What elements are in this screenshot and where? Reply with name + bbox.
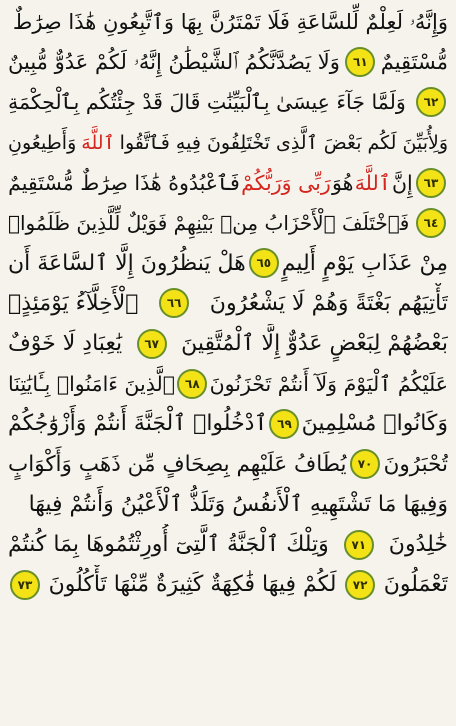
verse-text: وَكَانُوا۟ مُسْلِمِينَ (301, 411, 448, 437)
verse-text: وَلَمَّا جَآءَ عِيسَىٰ بِٱلْبَيِّنَٰتِ قَالَ قَدْ جِئْتُكُم بِٱلْحِكْمَةِ (8, 90, 406, 115)
verse-end-marker-icon: ٦٤ (416, 208, 446, 238)
verse-text: يُطَافُ عَلَيْهِم بِصِحَافٍ مِّن ذَهَبٍ وَأَكْوَابٍ (8, 451, 347, 477)
verse-text: فَٱعْبُدُوهُ هَٰذَا صِرَٰطٌ مُّسْتَقِيمٌ (8, 170, 240, 195)
divine-name-text: ٱللَّهَ (354, 170, 391, 195)
text-line (8, 283, 448, 323)
verse-text: لَكُمْ فِيهَا فَٰكِهَةٌ كَثِيرَةٌ مِّنْهَا تَأْكُلُونَ (48, 572, 337, 598)
text-line (8, 404, 448, 444)
verse-end-marker-icon: ٦٦ (159, 288, 189, 318)
verse-text: وَتِلْكَ ٱلْجَنَّةُ ٱلَّتِىٓ أُورِثْتُمُوهَا بِمَا كُنتُمْ (8, 532, 329, 558)
verse-end-marker-icon: ٧١ (344, 530, 374, 560)
divine-name-text: رَبِّى وَرَبُّكُمْ (241, 170, 331, 195)
verse-end-marker-icon: ٧٠ (350, 449, 380, 479)
verse-text: بَعْضُهُمْ لِبَعْضٍ عَدُوٌّ إِلَّا ٱلْمُتَّقِينَ (181, 331, 448, 357)
verse-text: وَإِنَّهُۥ لَعِلْمٌ لِّلسَّاعَةِ فَلَا تَمْتَرُنَّ بِهَا وَٱتَّبِعُونِ هَٰذَا صِرَٰطٌ (12, 9, 448, 34)
verse-end-marker-icon: ٧٣ (10, 570, 40, 600)
text-line (8, 364, 448, 404)
verse-text: تَأْتِيَهُم بَغْتَةً وَهُمْ لَا يَشْعُرُونَ (209, 290, 448, 316)
verse-text: إِنَّ (391, 170, 413, 195)
verse-text: وَأَطِيعُونِ (8, 131, 77, 154)
verse-text: وَلِأُبَيِّنَ لَكُم بَعْضَ ٱلَّذِى تَخْتَلِفُونَ فِيهِ فَٱتَّقُوا (119, 131, 448, 154)
verse-text: فَٱخْتَلَفَ ٱلْأَحْزَابُ مِنۢ بَيْنِهِمْ فَوَيْلٌ لِّلَّذِينَ ظَلَمُوا۟ (8, 211, 410, 236)
verse-text: مِنْ عَذَابِ يَوْمٍ أَلِيمٍ (281, 250, 448, 276)
verse-end-marker-icon: ٧٢ (345, 570, 375, 600)
verse-text: وَلَا يَصُدَّنَّكُمُ ٱلشَّيْطَٰنُ إِنَّهُۥ لَكُمْ عَدُوٌّ مُّبِينٌ (8, 49, 340, 74)
verse-text: يَٰعِبَادِ لَا خَوْفٌ (8, 331, 123, 357)
text-line (8, 163, 448, 203)
text-line (8, 324, 448, 364)
verse-text: ٱدْخُلُوا۟ ٱلْجَنَّةَ أَنتُمْ وَأَزْوَٰجُكُمْ (8, 411, 268, 437)
verse-text: خَٰلِدُونَ (388, 532, 448, 558)
verse-text: هُوَ (332, 170, 354, 195)
verse-text: ٱلْأَخِلَّآءُ يَوْمَئِذٍۭ (8, 290, 139, 316)
verse-text: ٱلَّذِينَ ءَامَنُوا۟ بِـَٔايَٰتِنَا (8, 371, 176, 396)
verse-text: وَفِيهَا مَا تَشْتَهِيهِ ٱلْأَنفُسُ وَتَلَذُّ ٱلْأَعْيُنُ وَأَنتُمْ فِيهَا (28, 491, 448, 517)
verse-end-marker-icon: ٦٩ (269, 409, 299, 439)
verse-text: تُحْبَرُونَ (383, 451, 448, 477)
text-line (8, 243, 448, 283)
verse-text: هَلْ يَنظُرُونَ إِلَّا ٱلسَّاعَةَ أَن (8, 250, 246, 276)
text-line (8, 203, 448, 243)
divine-name-text: ٱللَّهَ (81, 131, 115, 154)
verse-end-marker-icon: ٦١ (345, 47, 375, 77)
text-line (8, 82, 448, 122)
verse-text: عَلَيْكُمُ ٱلْيَوْمَ وَلَآ أَنتُمْ تَحْزَنُونَ (209, 371, 448, 396)
verse-text: تَعْمَلُونَ (383, 572, 448, 598)
text-line (8, 2, 448, 42)
verse-end-marker-icon: ٦٨ (177, 369, 207, 399)
text-line (8, 444, 448, 484)
text-line (8, 524, 448, 564)
text-line (8, 123, 448, 163)
text-line (8, 565, 448, 605)
verse-text: مُّسْتَقِيمٌ (380, 50, 448, 75)
text-line (8, 42, 448, 82)
text-line (8, 484, 448, 524)
verse-end-marker-icon: ٦٢ (416, 87, 446, 117)
verse-end-marker-icon: ٦٧ (137, 329, 167, 359)
verse-end-marker-icon: ٦٣ (416, 168, 446, 198)
verse-end-marker-icon: ٦٥ (249, 248, 279, 278)
